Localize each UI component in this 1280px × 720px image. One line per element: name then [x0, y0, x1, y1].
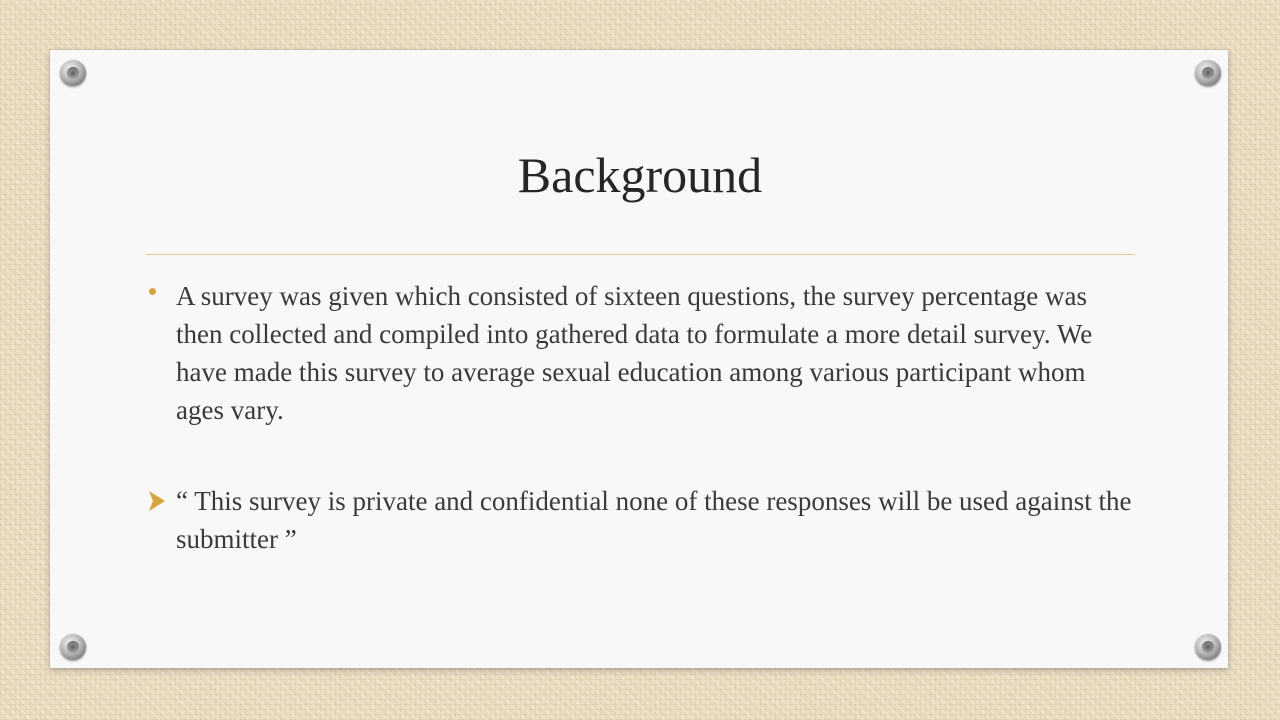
bullet-text-1: A survey was given which consisted of sixteen questions, the survey percentage was then collected and compiled into gathered data to formulate a more detail survey. We have made this survey to average sexual education among various participant whom ages vary. [176, 281, 1093, 425]
slide-title: Background [517, 147, 763, 203]
title-divider [146, 254, 1135, 255]
bottom-left-rivet-icon [60, 634, 86, 660]
top-right-rivet-icon [1195, 60, 1221, 86]
top-left-rivet-icon [60, 60, 86, 86]
bullet-item-2 [146, 482, 1136, 558]
bottom-right-rivet-icon [1195, 634, 1221, 660]
bullet-item-1 [146, 277, 1136, 429]
arrow-bullet-icon [148, 490, 166, 512]
bullet-text-2: “ This survey is private and confidential none of these responses will be used against the submitter ” [176, 486, 1132, 554]
round-bullet-icon [149, 288, 156, 295]
